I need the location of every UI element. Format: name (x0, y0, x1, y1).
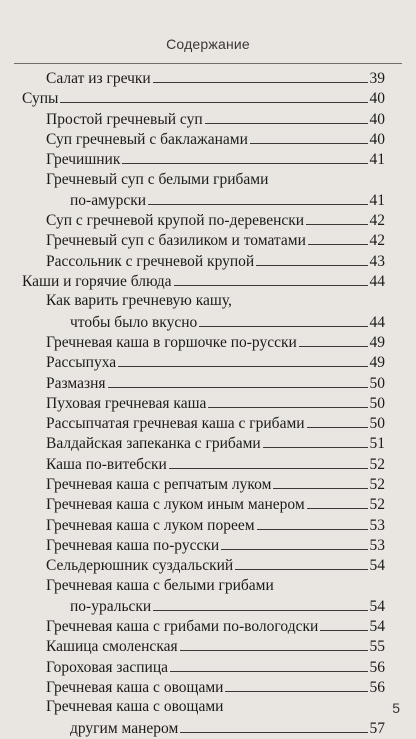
toc-entry-page: 50 (369, 394, 385, 412)
toc-entry-page: 55 (369, 638, 385, 656)
toc-entry (46, 291, 232, 311)
toc-leader (199, 312, 367, 327)
toc-leader (307, 413, 368, 428)
toc-entry (70, 312, 385, 333)
toc-leader (308, 230, 368, 245)
toc-leader (221, 535, 367, 550)
toc-leader (153, 596, 367, 611)
toc-entry-page: 54 (369, 618, 385, 636)
toc-entry-page: 52 (369, 476, 385, 493)
toc-leader (180, 636, 368, 651)
toc-entry-title: Гречневая каша с овощами (46, 698, 224, 716)
page-number: 5 (392, 700, 400, 716)
toc-leader (299, 332, 368, 347)
toc-leader (263, 433, 368, 448)
toc-entry (70, 190, 385, 211)
toc-entry (46, 109, 385, 130)
toc-entry (46, 616, 385, 637)
toc-entry (46, 636, 385, 657)
toc-entry-title: Суп с гречневой крупой по-деревенски (46, 212, 305, 230)
toc-entry-page: 50 (369, 374, 385, 392)
toc-entry (46, 677, 385, 698)
toc-entry-page: 40 (369, 90, 385, 108)
toc-entry-title: Рассыпуха (46, 354, 117, 372)
toc-leader (225, 677, 367, 692)
toc-entry-title: Гречневая каша с репчатым луком (46, 476, 272, 493)
toc-entry-title: Простой гречневый суп (46, 110, 203, 128)
toc-entry-title: Супы (22, 90, 59, 108)
toc-entry-title: чтобы было вкусно (70, 313, 198, 331)
toc-entry-page: 42 (369, 232, 385, 250)
toc-entry-page: 56 (369, 679, 385, 696)
toc-entry-title: Каши и горячие блюда (22, 273, 172, 290)
toc-entry-title: Гречневый суп с белыми грибами (46, 170, 269, 188)
toc-entry-page: 42 (369, 212, 385, 230)
toc-entry-title: Размазня (46, 374, 106, 392)
toc-leader (306, 210, 367, 225)
toc-entry-title: Гречневая каша с луком иным манером (46, 496, 305, 514)
toc-entry-title: Гречневый суп с базиликом и томатами (46, 232, 306, 250)
toc-leader (60, 88, 367, 103)
toc-leader (256, 251, 367, 266)
toc-entry-title: Валдайская запеканка с грибами (46, 435, 261, 453)
toc-entry-title: Гречневая каша с овощами (46, 679, 224, 696)
toc-leader (205, 109, 368, 124)
toc-entry (46, 230, 385, 251)
toc-leader (307, 494, 368, 509)
toc-entry-page: 53 (369, 516, 385, 534)
toc-entry-page: 41 (369, 151, 385, 169)
toc-entry-title: по-амурски (70, 191, 147, 209)
toc-entry-page: 43 (369, 252, 385, 270)
toc-entry (46, 494, 385, 515)
toc-leader (169, 454, 368, 469)
toc-entry (46, 535, 385, 556)
toc-entry (46, 170, 268, 190)
toc-entry (70, 596, 385, 617)
toc-leader (180, 718, 367, 733)
toc-entry-title: Гречневая каша по-русски (46, 536, 220, 554)
toc-entry (46, 515, 385, 536)
toc-leader (235, 555, 367, 570)
toc-entry-page: 56 (369, 658, 385, 676)
toc-entry-page: 39 (369, 70, 385, 87)
toc-leader (250, 129, 368, 144)
toc-entry (22, 271, 385, 292)
toc-entry (46, 433, 385, 454)
toc-entry-title: Гороховая заспица (46, 658, 169, 676)
toc-entry-page: 44 (369, 273, 385, 290)
toc-leader (170, 657, 367, 672)
toc-entry-title: другим манером (70, 719, 179, 737)
toc-entry (46, 555, 385, 576)
toc-entry-title: Сельдерюшник суздальский (46, 557, 234, 575)
toc-entry-title: Гречневая каша с грибами по-вологодски (46, 618, 319, 636)
toc-leader (122, 149, 367, 164)
toc-entry-title: Гречишник (46, 151, 121, 169)
page-header-title: Содержание (166, 36, 250, 52)
toc-entry (46, 474, 385, 495)
toc-entry-page: 49 (369, 333, 385, 351)
toc-entry (46, 68, 385, 89)
toc-entry-page: 51 (369, 435, 385, 453)
toc-leader (118, 352, 367, 367)
toc-entry-page: 53 (369, 536, 385, 554)
toc-leader (148, 190, 367, 205)
toc-entry-page: 40 (369, 110, 385, 128)
toc-entry-title: Пуховая гречневая каша (46, 394, 207, 412)
toc-entry (46, 210, 385, 231)
toc-entry (46, 129, 385, 150)
toc-entry (46, 576, 274, 596)
toc-entry-page: 52 (369, 496, 385, 514)
toc-entry-page: 50 (369, 415, 385, 433)
toc-entry-title: Гречневая каша в горшочке по-русски (46, 333, 297, 351)
toc-leader (257, 515, 368, 530)
toc-entry (46, 657, 385, 678)
toc-entry (46, 251, 385, 272)
toc-entry (46, 393, 385, 414)
toc-entry-title: Рассольник с гречневой крупой (46, 252, 255, 270)
toc-entry-title: Каша по-витебски (46, 455, 167, 473)
toc-entry-page: 44 (369, 313, 385, 331)
toc-entry-title: Суп гречневый с баклажанами (46, 130, 248, 148)
toc-entry-title: Как варить гречневую кашу, (46, 292, 232, 310)
toc-entry-page: 52 (369, 455, 385, 473)
toc-entry-title: Гречневая каша с белыми грибами (46, 576, 274, 594)
toc-entry (46, 413, 385, 434)
toc-entry (46, 373, 385, 394)
toc-entry (46, 149, 385, 170)
toc-leader (153, 68, 368, 83)
header-divider (14, 63, 402, 64)
toc-entry (46, 697, 223, 717)
toc-entry-title: Рассыпчатая гречневая каша с грибами (46, 415, 305, 433)
toc-entry-page: 57 (369, 719, 385, 737)
toc-entry-page: 41 (369, 191, 385, 209)
toc-entry-page: 54 (369, 597, 385, 615)
toc-leader (174, 271, 368, 286)
toc-leader (208, 393, 367, 408)
toc-leader (273, 474, 367, 489)
toc-entry-title: Гречневая каша с луком пореем (46, 516, 255, 534)
toc-entry-page: 49 (369, 354, 385, 372)
toc-entry-title: Салат из гречки (46, 70, 151, 87)
toc-entry (46, 454, 385, 475)
toc-leader (108, 373, 368, 388)
toc-entry (46, 352, 385, 373)
toc-entry-page: 54 (369, 557, 385, 575)
toc-entry-title: по-уральски (70, 597, 152, 615)
toc-leader (320, 616, 367, 631)
toc-entry (70, 718, 385, 739)
toc-entry (46, 332, 385, 353)
toc-entry (22, 88, 385, 109)
toc-entry-title: Кашица смоленская (46, 638, 178, 656)
toc-entry-page: 40 (369, 130, 385, 148)
